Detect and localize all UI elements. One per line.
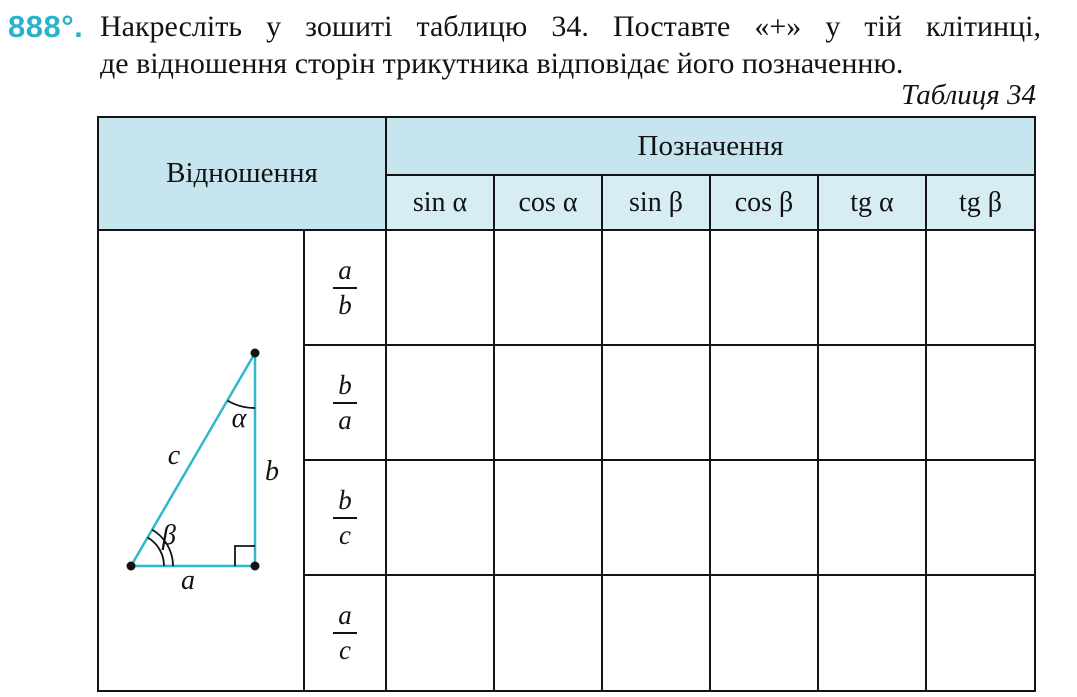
column-header-tg-beta: tg β xyxy=(926,175,1035,230)
fraction-cell xyxy=(304,230,386,345)
empty-cell xyxy=(494,230,602,345)
empty-cell xyxy=(494,460,602,575)
empty-cell xyxy=(818,230,926,345)
empty-cell xyxy=(494,575,602,691)
empty-cell xyxy=(386,230,494,345)
column-header-sin-beta: sin β xyxy=(602,175,710,230)
angle-label-beta: β xyxy=(162,519,176,551)
empty-cell xyxy=(386,345,494,460)
problem-statement xyxy=(100,8,1041,82)
empty-cell xyxy=(926,230,1035,345)
column-header-tg-alpha: tg α xyxy=(818,175,926,230)
empty-cell xyxy=(926,345,1035,460)
column-header-cos-beta: cos β xyxy=(710,175,818,230)
fraction-bar xyxy=(333,632,357,634)
fraction-bar xyxy=(333,402,357,404)
empty-cell xyxy=(602,460,710,575)
fraction-a-over-b xyxy=(305,254,385,320)
empty-cell xyxy=(710,460,818,575)
problem-statement-line-1: Накресліть у зошиті таблицю 34. Поставте «+» у тій клітинці, xyxy=(100,10,1041,43)
empty-cell xyxy=(710,230,818,345)
header-relation-cell: Відношення xyxy=(98,117,386,230)
fraction-denominator: c xyxy=(339,519,351,550)
triangle-side-c xyxy=(131,353,255,566)
fraction-b-over-a xyxy=(305,369,385,435)
empty-cell xyxy=(494,345,602,460)
side-label-c: c xyxy=(167,439,181,471)
empty-cell xyxy=(926,460,1035,575)
column-header-cos-alpha: cos α xyxy=(494,175,602,230)
empty-cell xyxy=(926,575,1035,691)
vertex-dot-bottom-right xyxy=(251,561,260,570)
empty-cell xyxy=(386,460,494,575)
empty-cell xyxy=(818,460,926,575)
table-row xyxy=(98,230,1035,345)
vertex-dot-top xyxy=(251,348,260,357)
fraction-b-over-c xyxy=(305,484,385,550)
fraction-cell xyxy=(304,575,386,691)
empty-cell xyxy=(602,575,710,691)
fraction-denominator: a xyxy=(338,404,352,435)
empty-cell xyxy=(710,575,818,691)
angle-label-alpha: α xyxy=(231,402,247,434)
problem-statement-line-2: де відношення сторін трикутника відповідає його позначенню. xyxy=(100,47,904,80)
side-label-a: a xyxy=(181,564,195,596)
vertex-dot-bottom-left xyxy=(127,561,136,570)
fraction-cell xyxy=(304,345,386,460)
empty-cell xyxy=(710,345,818,460)
figure-cell xyxy=(98,230,304,691)
fraction-bar xyxy=(333,517,357,519)
fraction-numerator: b xyxy=(338,484,352,515)
empty-cell xyxy=(818,345,926,460)
fraction-bar xyxy=(333,287,357,289)
fraction-denominator: c xyxy=(339,635,351,665)
empty-cell xyxy=(602,345,710,460)
fraction-numerator: a xyxy=(338,600,352,630)
empty-cell xyxy=(818,575,926,691)
empty-cell xyxy=(602,230,710,345)
right-triangle-figure xyxy=(99,233,301,689)
fraction-denominator: b xyxy=(338,289,352,320)
header-designation-cell: Позначення xyxy=(386,117,1035,175)
column-header-sin-alpha: sin α xyxy=(386,175,494,230)
fraction-cell xyxy=(304,460,386,575)
header-row-1 xyxy=(98,117,1035,175)
fraction-numerator: b xyxy=(338,369,352,400)
fraction-numerator: a xyxy=(338,254,352,285)
side-label-b: b xyxy=(265,455,279,487)
problem-number: 888°. xyxy=(8,9,84,44)
fraction-a-over-c xyxy=(305,602,385,664)
ratios-table xyxy=(97,116,1036,692)
empty-cell xyxy=(386,575,494,691)
table-caption: Таблиця 34 xyxy=(901,79,1036,111)
